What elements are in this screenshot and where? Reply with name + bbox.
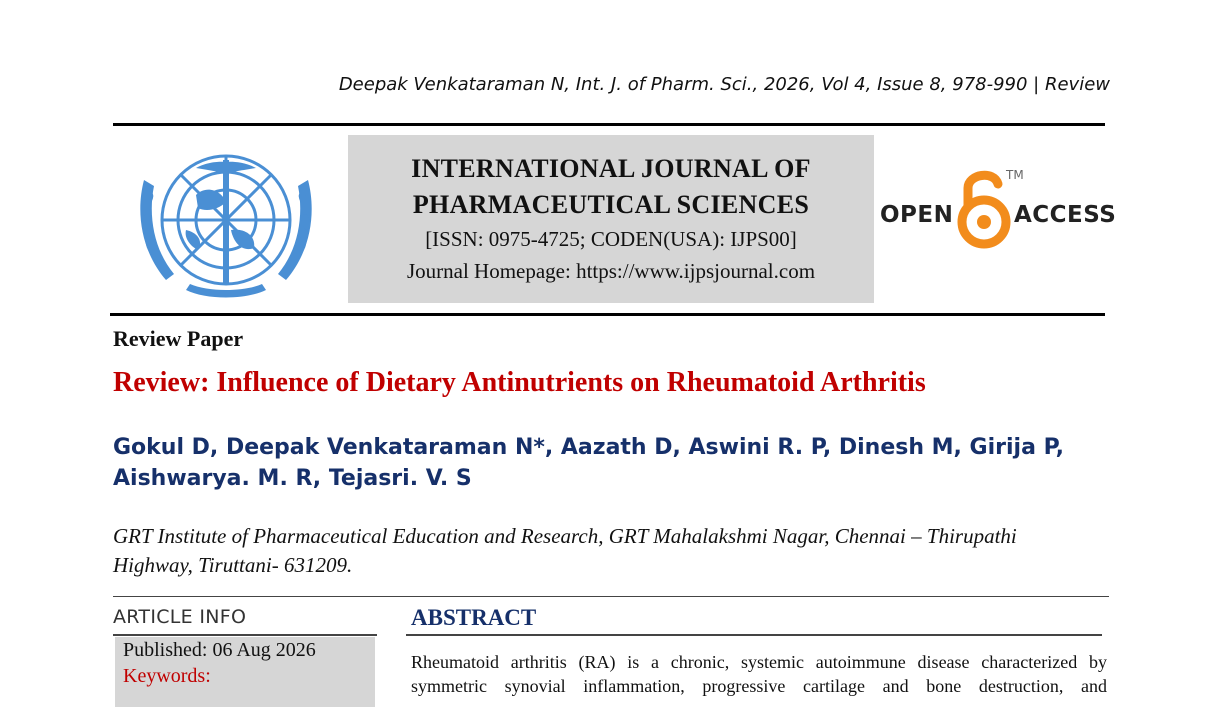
journal-title bbox=[348, 151, 874, 223]
author-list bbox=[113, 432, 1103, 494]
open-access-logo bbox=[880, 166, 1117, 252]
journal-homepage: Journal Homepage: https://www.ijpsjournal.com bbox=[406, 259, 816, 283]
journal-issn: [ISSN: 0975-4725; CODEN(USA): IJPS00] bbox=[425, 227, 797, 251]
abstract-line1: Rheumatoid arthritis (RA) is a chronic, systemic autoimmune disease characterized by bbox=[411, 652, 1107, 672]
affiliation-line1: GRT Institute of Pharmaceutical Education and Research, GRT Mahalakshmi Nagar, Chennai – Thirupathi bbox=[113, 524, 1017, 548]
authors-line2: Aishwarya. M. R, Tejasri. V. S bbox=[113, 466, 472, 491]
running-head: Deepak Venkataraman N, Int. J. of Pharm. Sci., 2026, Vol 4, Issue 8, 978-990 | Review bbox=[338, 74, 1110, 95]
article-info-heading: ARTICLE INFO bbox=[113, 606, 247, 628]
open-access-open-word: OPEN bbox=[880, 202, 954, 228]
section-divider bbox=[113, 596, 1109, 597]
abstract-rule bbox=[406, 634, 1102, 636]
keywords-label: Keywords: bbox=[123, 665, 211, 687]
article-info-rule bbox=[113, 634, 377, 636]
journal-title-line1: INTERNATIONAL JOURNAL OF bbox=[411, 154, 811, 183]
header-rule-bottom bbox=[110, 313, 1105, 316]
article-info-box bbox=[115, 637, 375, 707]
authors-line1: Gokul D, Deepak Venkataraman N*, Aazath D, Aswini R. P, Dinesh M, Girija P, bbox=[113, 435, 1065, 460]
published-date: Published: 06 Aug 2026 bbox=[123, 639, 316, 661]
journal-info-box bbox=[348, 135, 874, 303]
open-access-access-word: ACCESS bbox=[1014, 202, 1117, 228]
paper-type: Review Paper bbox=[113, 326, 244, 351]
abstract-heading: ABSTRACT bbox=[411, 605, 537, 630]
paper-title: Review: Influence of Dietary Antinutrients on Rheumatoid Arthritis bbox=[113, 367, 926, 398]
trademark-mark: TM bbox=[1006, 168, 1024, 182]
affiliation-line2: Highway, Tiruttani- 631209. bbox=[113, 553, 353, 577]
affiliation bbox=[113, 522, 1103, 580]
journal-title-line2: PHARMACEUTICAL SCIENCES bbox=[412, 190, 810, 219]
header-rule-top bbox=[113, 123, 1105, 126]
abstract-line2: symmetric synovial inflammation, progressive cartilage and bone destruction, and bbox=[411, 676, 1107, 696]
un-emblem-logo bbox=[126, 140, 326, 305]
abstract-text bbox=[411, 650, 1107, 698]
